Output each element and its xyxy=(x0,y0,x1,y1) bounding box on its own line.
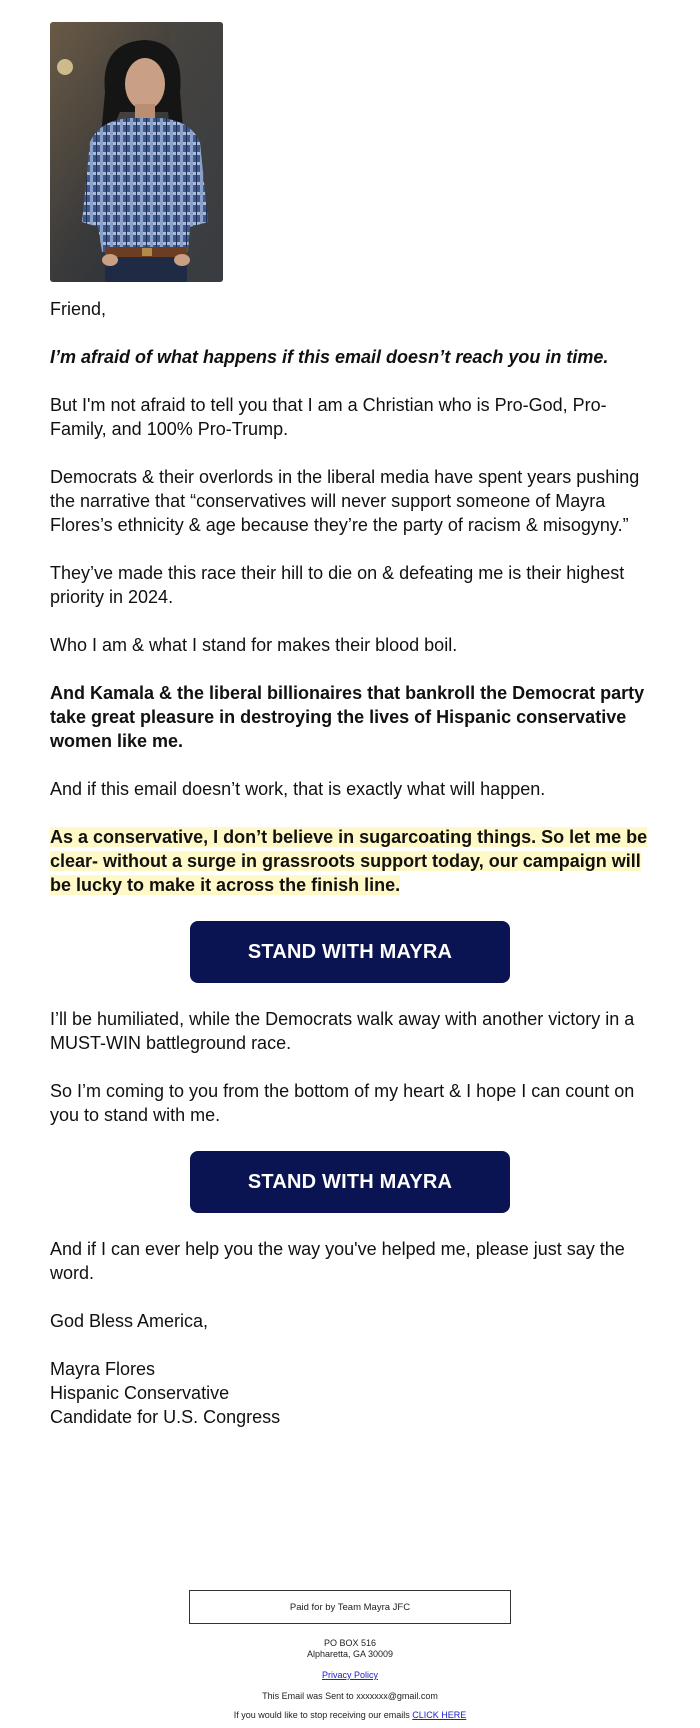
paragraph: But I'm not afraid to tell you that I am a Christian who is Pro-God, Pro-Family, and 100% Pro-Trump. xyxy=(50,395,607,439)
paid-for-text: Paid for by Team Mayra JFC xyxy=(289,1601,411,1613)
paid-for-box xyxy=(189,1590,511,1624)
signature-role: Candidate for U.S. Congress xyxy=(50,1407,281,1427)
paragraph: Democrats & their overlords in the liberal media have spent years pushing the narrative that “conservatives will never support someone of Mayra Flores’s ethnicity & age because they’re the party of racism & misogyny.” xyxy=(50,467,640,535)
unsubscribe-row xyxy=(0,1710,700,1721)
signature xyxy=(50,1357,655,1429)
stand-with-mayra-button[interactable]: STAND WITH MAYRA xyxy=(190,1151,510,1213)
closing: God Bless America, xyxy=(50,1311,209,1331)
candidate-photo xyxy=(50,22,223,282)
paragraph: And if I can ever help you the way you've helped me, please just say the word. xyxy=(50,1239,625,1283)
signature-name: Mayra Flores xyxy=(50,1359,156,1379)
privacy-policy-link[interactable]: Privacy Policy xyxy=(321,1670,378,1680)
city-state-zip: Alpharetta, GA 30009 xyxy=(306,1649,394,1659)
unsubscribe-text: If you would like to stop receiving our emails xyxy=(233,1710,410,1720)
po-box: PO BOX 516 xyxy=(323,1638,377,1648)
greeting: Friend, xyxy=(50,299,107,319)
paragraph: So I’m coming to you from the bottom of my heart & I hope I can count on you to stand with me. xyxy=(50,1081,635,1125)
opening-line: I’m afraid of what happens if this email doesn’t reach you in time. xyxy=(50,347,609,367)
bold-paragraph: And Kamala & the liberal billionaires that bankroll the Democrat party take great pleasure in destroying the lives of Hispanic conservative women like me. xyxy=(50,683,645,751)
cta-row xyxy=(50,921,655,983)
mailing-address xyxy=(0,1638,700,1660)
highlight-text: As a conservative, I don’t believe in sugarcoating things. So let me be clear- without a surge in grassroots support today, our campaign will be lucky to make it across the finish line. xyxy=(50,827,648,895)
stand-with-mayra-button[interactable]: STAND WITH MAYRA xyxy=(190,921,510,983)
paragraph: Who I am & what I stand for makes their blood boil. xyxy=(50,635,458,655)
cta-row xyxy=(50,1151,655,1213)
signature-title: Hispanic Conservative xyxy=(50,1383,230,1403)
privacy-row xyxy=(0,1670,700,1681)
paragraph: They’ve made this race their hill to die on & defeating me is their highest priority in 2024. xyxy=(50,563,625,607)
highlighted-paragraph xyxy=(50,825,655,897)
unsubscribe-link[interactable]: CLICK HERE xyxy=(412,1710,467,1720)
email-body xyxy=(50,297,655,1429)
paragraph: And if this email doesn’t work, that is exactly what will happen. xyxy=(50,779,546,799)
paragraph: I’ll be humiliated, while the Democrats walk away with another victory in a MUST-WIN battleground race. xyxy=(50,1009,635,1053)
email-footer xyxy=(0,1590,700,1721)
sent-to-text: This Email was Sent to xxxxxxx@gmail.com xyxy=(262,1691,438,1701)
